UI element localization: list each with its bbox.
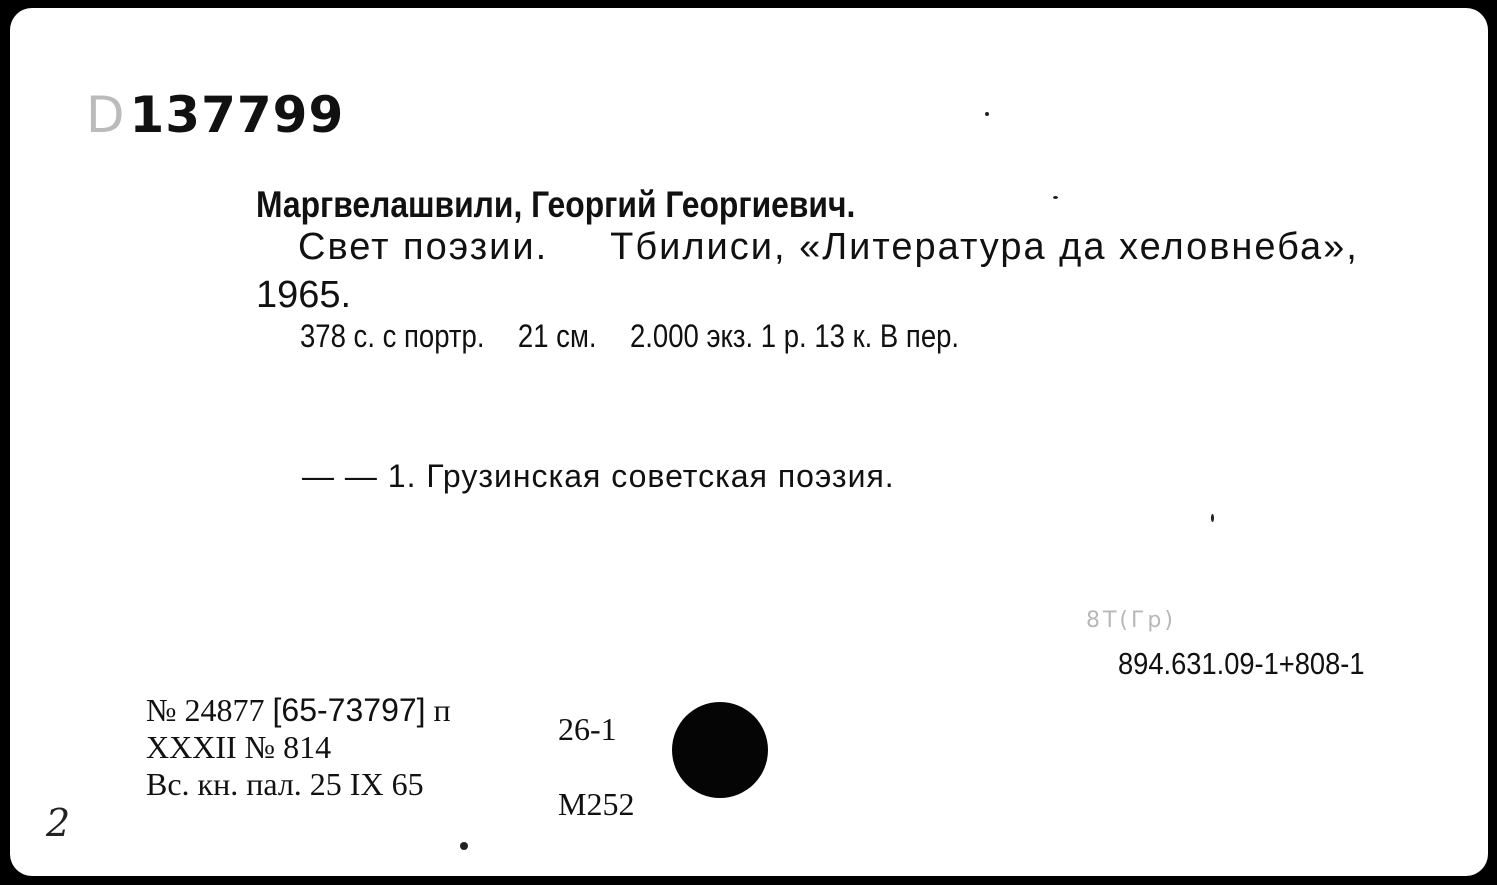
subject-heading: — — 1. Грузинская советская поэзия.: [302, 458, 895, 494]
imprint-series: XXXII № 814: [146, 729, 332, 765]
code-top: 26-1: [558, 711, 617, 747]
author-heading: Маргвелашвили, Георгий Георгиевич.: [256, 184, 856, 225]
speck: [985, 112, 989, 116]
speck: [460, 842, 468, 850]
collation: [300, 320, 985, 352]
card-codes: [558, 692, 634, 842]
print-run-price: 2.000 экз. 1 р. 13 к. В пер.: [629, 318, 960, 354]
imprint-record: [65-73797]: [272, 692, 426, 728]
imprint-number: № 24877: [146, 692, 273, 728]
size: 21 см.: [517, 318, 597, 354]
inventory-stamp: [86, 86, 345, 144]
punch-hole-dot: [672, 702, 768, 798]
imprint-chamber: Вс. кн. пал. 25 IX 65: [146, 766, 424, 802]
handwritten-mark: 2: [46, 801, 71, 845]
publication-year: 1965.: [256, 274, 352, 316]
imprint-suffix: п: [425, 692, 451, 728]
publisher: Тбилиси, «Литература да хеловнеба»,: [610, 226, 1359, 268]
speck: [1053, 196, 1058, 199]
stamp-number: 137799: [129, 86, 345, 144]
catalog-card: [10, 8, 1488, 876]
classification-number: 894.631.09-1+808-1: [1118, 646, 1365, 681]
imprint-block: [146, 692, 451, 803]
title-line: [298, 228, 1359, 266]
speck: [1211, 514, 1214, 522]
faint-classification-mark: 8Т(Гр): [1086, 608, 1176, 633]
book-title: Свет поэзии.: [298, 226, 549, 268]
code-bottom: М252: [558, 786, 635, 822]
pages: 378 с. с портр.: [300, 318, 485, 354]
stamp-prefix: D: [86, 86, 126, 144]
